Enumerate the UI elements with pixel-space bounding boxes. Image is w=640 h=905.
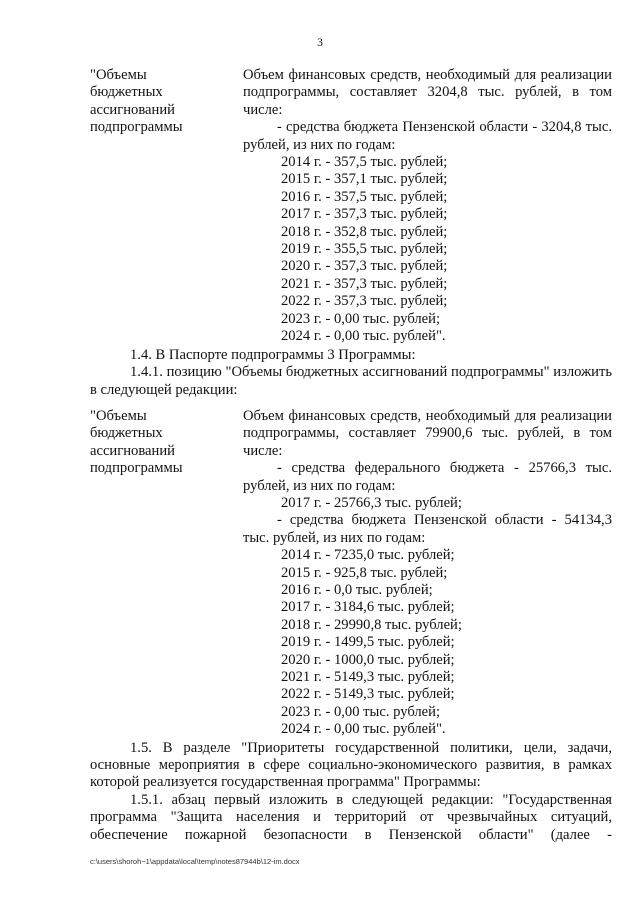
funding-intro: Объем финансовых средств, необходимый для реализации подпрограммы, составляет 79900,6 тыс. рублей, в том числе: <box>243 408 612 459</box>
year-line: 2024 г. - 0,00 тыс. рублей". <box>281 721 446 738</box>
year-line: 2019 г. - 355,5 тыс. рублей; <box>281 240 448 257</box>
year-line: 2017 г. - 3184,6 тыс. рублей; <box>281 599 455 616</box>
label-line: подпрограммы <box>90 119 183 136</box>
label-line: "Объемы <box>90 67 147 83</box>
year-line: 2018 г. - 352,8 тыс. рублей; <box>281 223 448 240</box>
year-line: 2020 г. - 357,3 тыс. рублей; <box>281 258 448 275</box>
paragraph-1-4: 1.4. В Паспорте подпрограммы 3 Программы: <box>130 347 416 363</box>
year-line: 2015 г. - 357,1 тыс. рублей; <box>281 171 448 188</box>
year-line: 2020 г. - 1000,0 тыс. рублей; <box>281 651 455 668</box>
year-line: 2014 г. - 7235,0 тыс. рублей; <box>281 547 455 564</box>
year-line: 2016 г. - 0,0 тыс. рублей; <box>281 582 433 599</box>
paragraph-1-5-1: 1.5.1. абзац первый изложить в следующей редакции: "Государственная программа "Защита населения и территорий от чрезвычайных ситуаций, обеспечение пожарной безопасности в Пензенской области" (далее - <box>90 792 612 843</box>
funding-source-federal: - средства федерального бюджета - 25766,3 тыс. рублей, из них по годам: <box>243 460 612 494</box>
position-content <box>243 408 612 739</box>
year-line: 2016 г. - 357,5 тыс. рублей; <box>281 188 448 205</box>
year-line: 2023 г. - 0,00 тыс. рублей; <box>281 703 441 720</box>
year-line: 2017 г. - 357,3 тыс. рублей; <box>281 206 448 223</box>
position-label <box>90 67 238 137</box>
paragraph-1-4-1: 1.4.1. позицию "Объемы бюджетных ассигнований подпрограммы" изложить в следующей редакции: <box>90 364 612 398</box>
position-content <box>243 67 612 345</box>
position-label <box>90 408 238 478</box>
label-line: ассигнований <box>90 101 175 118</box>
year-line: 2014 г. - 357,5 тыс. рублей; <box>281 154 448 171</box>
paragraph-1-5: 1.5. В разделе "Приоритеты государственной политики, цели, задачи, основные мероприятия в сфере социально-экономического развития, в рамках которой реализуется государственная программа" Программы: <box>90 739 612 791</box>
year-line: 2015 г. - 925,8 тыс. рублей; <box>281 564 448 581</box>
footer-file-path: c:\users\shoroh~1\appdata\local\temp\notes87944b\12-im.docx <box>90 857 300 866</box>
year-line: 2018 г. - 29990,8 тыс. рублей; <box>281 616 462 633</box>
label-line: бюджетных <box>90 425 163 442</box>
funding-intro: Объем финансовых средств, необходимый для реализации подпрограммы, составляет 3204,8 тыс. рублей, в том числе: <box>243 67 612 118</box>
year-line: 2022 г. - 5149,3 тыс. рублей; <box>281 686 455 703</box>
label-line: "Объемы <box>90 408 147 424</box>
year-line: 2017 г. - 25766,3 тыс. рублей; <box>281 495 462 512</box>
year-line: 2024 г. - 0,00 тыс. рублей". <box>281 327 446 344</box>
label-line: подпрограммы <box>90 460 183 477</box>
funding-source-regional: - средства бюджета Пензенской области - 3204,8 тыс. рублей, из них по годам: <box>243 119 612 153</box>
year-line: 2019 г. - 1499,5 тыс. рублей; <box>281 634 455 651</box>
year-line: 2022 г. - 357,3 тыс. рублей; <box>281 293 448 310</box>
label-line: ассигнований <box>90 442 175 459</box>
funding-source-regional: - средства бюджета Пензенской области - 54134,3 тыс. рублей, из них по годам: <box>243 512 612 546</box>
year-line: 2023 г. - 0,00 тыс. рублей; <box>281 310 441 327</box>
year-line: 2021 г. - 5149,3 тыс. рублей; <box>281 668 455 685</box>
page-number: 3 <box>317 37 323 49</box>
label-line: бюджетных <box>90 84 163 101</box>
year-line: 2021 г. - 357,3 тыс. рублей; <box>281 275 448 292</box>
